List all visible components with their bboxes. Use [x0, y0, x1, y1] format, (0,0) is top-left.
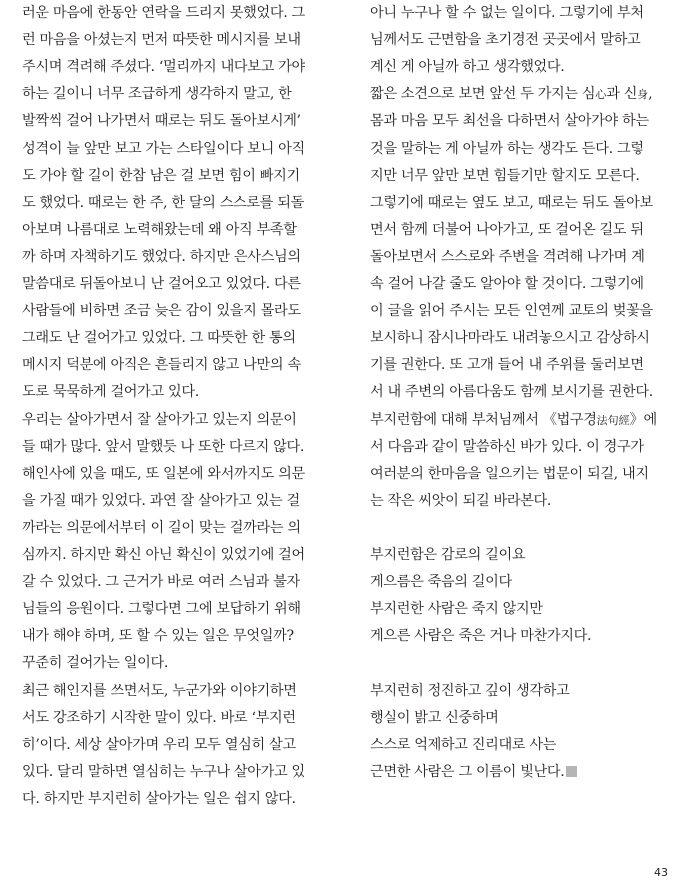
left-column-line: 사람들에 비하면 조금 늦은 감이 있을지 몰라도 — [22, 303, 301, 320]
left-column-line: 히’이다. 세상 살아가며 우리 모두 열심히 살고 — [22, 736, 296, 753]
right-column-line: 는 작은 씨앗이 되길 바라본다. — [370, 492, 552, 509]
left-column-line: 런 마음을 아셨는지 먼저 따뜻한 메시지를 보내 — [22, 32, 301, 49]
left-column-line: 성격이 늘 앞만 보고 가는 스타일이다 보니 아직 — [22, 140, 305, 157]
right-column-line: 부지런한 사람은 죽지 않지만 — [370, 601, 543, 618]
right-column-line: 서 다음과 같이 말씀하신 바가 있다. 이 경구가 — [370, 438, 644, 455]
left-column-line: 하는 길이니 너무 조급하게 생각하지 말고, 한 — [22, 86, 292, 103]
right-column-line: 행실이 밝고 신중하며 — [370, 709, 499, 726]
left-column-line: 서도 강조하기 시작한 말이 있다. 바로 ‘부지런 — [22, 709, 296, 726]
right-column-line: 부지런함에 대해 부처님께서 《법구경法句經》에 — [370, 411, 657, 428]
left-column-line: 메시지 덕분에 아직은 흔들리지 않고 나만의 속 — [22, 357, 301, 374]
right-column-line: 부지런히 정진하고 깊이 생각하고 — [370, 682, 570, 699]
left-column-line: 도로 묵묵하게 걸어가고 있다. — [22, 384, 199, 401]
left-column-line: 을 가질 때가 있었다. 과연 잘 살아가고 있는 걸 — [22, 492, 300, 509]
right-column-line: 계신 게 아닐까 하고 생각했었다. — [370, 59, 565, 76]
page-number: 43 — [654, 866, 668, 879]
right-column-line: 부지런함은 감로의 길이요 — [370, 547, 526, 563]
right-column-line: 면서 함께 더불어 나아가고, 또 걸어온 길도 뒤 — [370, 221, 644, 238]
right-column-line: 게으른 사람은 죽은 거나 마찬가지다. — [370, 628, 592, 645]
right-column-line: 님께서도 근면함을 초기경전 곳곳에서 말하고 — [370, 32, 641, 49]
right-column-line: 게으름은 죽음의 길이다 — [370, 574, 512, 591]
end-of-article-mark — [566, 766, 577, 777]
left-column-line: 주시며 격려해 주셨다. ‘멀리까지 내다보고 가야 — [22, 59, 305, 76]
left-column-line: 갈 수 있었다. 그 근거가 바로 여러 스님과 불자 — [22, 574, 300, 591]
right-column-line: 서 내 주변의 아름다움도 함께 보시기를 권한다. — [370, 384, 653, 401]
left-column-line: 들 때가 많다. 앞서 말했듯 나 또한 다르지 않다. — [22, 438, 304, 455]
left-column-line: 그래도 난 걸어가고 있었다. 그 따뜻한 한 통의 — [22, 330, 296, 347]
right-column-line: 지만 너무 앞만 보면 힘들기만 할지도 모른다. — [370, 167, 640, 184]
left-column-line: 님들의 응원이다. 그렇다면 그에 보답하기 위해 — [22, 601, 301, 618]
left-column-line: 최근 해인지를 쓰면서도, 누군가와 이야기하면 — [22, 682, 297, 699]
right-column-line: 여러분의 한마음을 일으키는 법문이 되길, 내지 — [370, 465, 649, 482]
left-column-line: 내가 해야 하며, 또 할 수 있는 일은 무엇일까? — [22, 628, 294, 645]
left-column-line: 까 하며 자책하기도 했었다. 하지만 은사스님의 — [22, 248, 301, 265]
left-column-line: 심까지. 하지만 확신 아닌 확신이 있었기에 걸어 — [22, 547, 305, 563]
left-column-line: 우리는 살아가면서 잘 살아가고 있는지 의문이 — [22, 411, 297, 428]
left-column-line: 까라는 의문에서부터 이 길이 맞는 걸까라는 의 — [22, 519, 301, 536]
left-column-line: 꾸준히 걸어가는 일이다. — [22, 655, 169, 672]
right-column-line: 속 걸어 나갈 줄도 알아야 할 것이다. 그렇기에 — [370, 276, 644, 292]
left-column-line: 있다. 달리 말하면 열심히는 누구나 살아가고 있 — [22, 763, 305, 780]
right-column-line: 아니 누구나 할 수 없는 일이다. 그렇기에 부처 — [370, 5, 644, 21]
right-column-line: 근면한 사람은 그 이름이 빛난다. — [370, 763, 577, 781]
right-column-line: 기를 권한다. 또 고개 들어 내 주위를 둘러보면 — [370, 357, 644, 374]
left-column-line: 도 가야 할 길이 한참 남은 걸 보면 힘이 빠지기 — [22, 167, 300, 184]
right-column-line: 짧은 소견으로 보면 앞선 두 가지는 심心과 신身, — [370, 86, 653, 103]
right-column-line: 것을 말하는 게 아닐까 하는 생각도 든다. 그렇 — [370, 140, 644, 157]
right-column-line: 돌아보면서 스스로와 주변을 격려해 나가며 계 — [370, 248, 645, 265]
left-column-line: 발짝씩 걸어 나가면서 때로는 뒤도 돌아보시게’ — [22, 113, 301, 130]
left-column-line: 다. 하지만 부지런히 살아가는 일은 쉽지 않다. — [22, 790, 296, 807]
right-column-line: 몸과 마음 모두 최선을 다하면서 살아가야 하는 — [370, 113, 649, 130]
right-column-line: 그렇기에 때로는 옆도 보고, 때로는 뒤도 돌아보 — [370, 194, 653, 211]
left-column-line: 해인사에 있을 때도, 또 일본에 와서까지도 의문 — [22, 465, 305, 482]
right-column-line: 보시하니 잠시나마라도 내려놓으시고 감상하시 — [370, 330, 650, 347]
left-column-line: 아보며 나름대로 노력해왔는데 왜 아직 부족할 — [22, 221, 297, 238]
right-column-line: 스스로 억제하고 진리대로 사는 — [370, 736, 557, 753]
left-column-line: 도 했었다. 때로는 한 주, 한 달의 스스로를 되돌 — [22, 194, 304, 211]
left-column-line: 말씀대로 뒤돌아보니 난 걸어오고 있었다. 다른 — [22, 276, 301, 292]
left-column-line: 러운 마음에 한동안 연락을 드리지 못했었다. 그 — [22, 5, 305, 21]
right-column-line: 이 글을 읽어 주시는 모든 인연께 교토의 벚꽃을 — [370, 303, 653, 320]
